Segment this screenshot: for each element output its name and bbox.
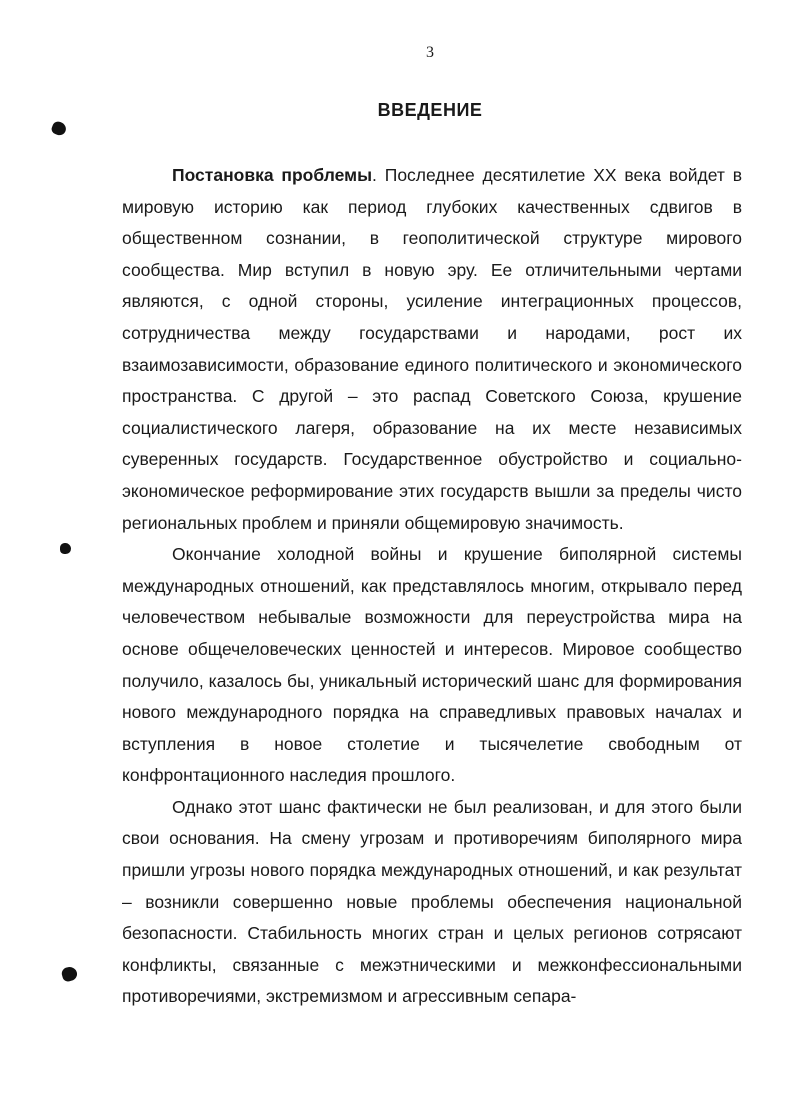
paragraph-2 <box>122 539 742 792</box>
paragraph-text: . Последнее десятилетие XX века войдет в мировую историю как период глубоких качественных сдвигов в общественном сознании, в геополитической структуре мирового сообщества. Мир вступил в новую эру. Ее отличительными чертами являются, с одной стороны, усиление интеграционных процессов, сотрудничества между государствами и народами, рост их взаимозависимости, образование единого политического и экономического пространства. С другой – это распад Советского Союза, крушение социалистического лагеря, образование на их месте независимых суверенных государств. Государственное обустройство и социально-экономическое реформирование этих государств вышли за пределы чисто региональных проблем и приняли общемировую значимость. <box>122 165 743 533</box>
paragraph-1 <box>122 160 742 539</box>
paragraph-text: Однако этот шанс фактически не был реализован, и для этого были свои основания. На смену угрозам и противоречиям биполярного мира пришли угрозы нового порядка международных отношений, и как результат – возникли совершенно новые проблемы обеспечения национальной безопасности. Стабильность многих стран и целых регионов сотрясают конфликты, связанные с межэтническими и межконфессиональными противоречиями, экстремизмом и агрессивным сепара- <box>122 796 742 1007</box>
document-body <box>122 160 742 1013</box>
paragraph-lead: Постановка проблемы <box>172 165 373 185</box>
ink-blot <box>60 965 78 982</box>
page-heading: ВВЕДЕНИЕ <box>377 100 483 120</box>
ink-blot <box>60 543 71 554</box>
ink-blot <box>50 120 68 137</box>
paragraph-text: Окончание холодной войны и крушение биполярной системы международных отношений, как представлялось многим, открывало перед человечеством небывалые возможности для переустройства мира на основе общечеловеческих ценностей и интересов. Мировое сообщество получило, казалось бы, уникальный исторический шанс для формирования нового международного порядка на справедливых правовых началах и вступления в новое столетие и тысячелетие свободным от конфронтационного наследия прошлого. <box>122 544 742 786</box>
page-number: 3 <box>426 44 434 61</box>
paragraph-3 <box>122 792 742 1013</box>
